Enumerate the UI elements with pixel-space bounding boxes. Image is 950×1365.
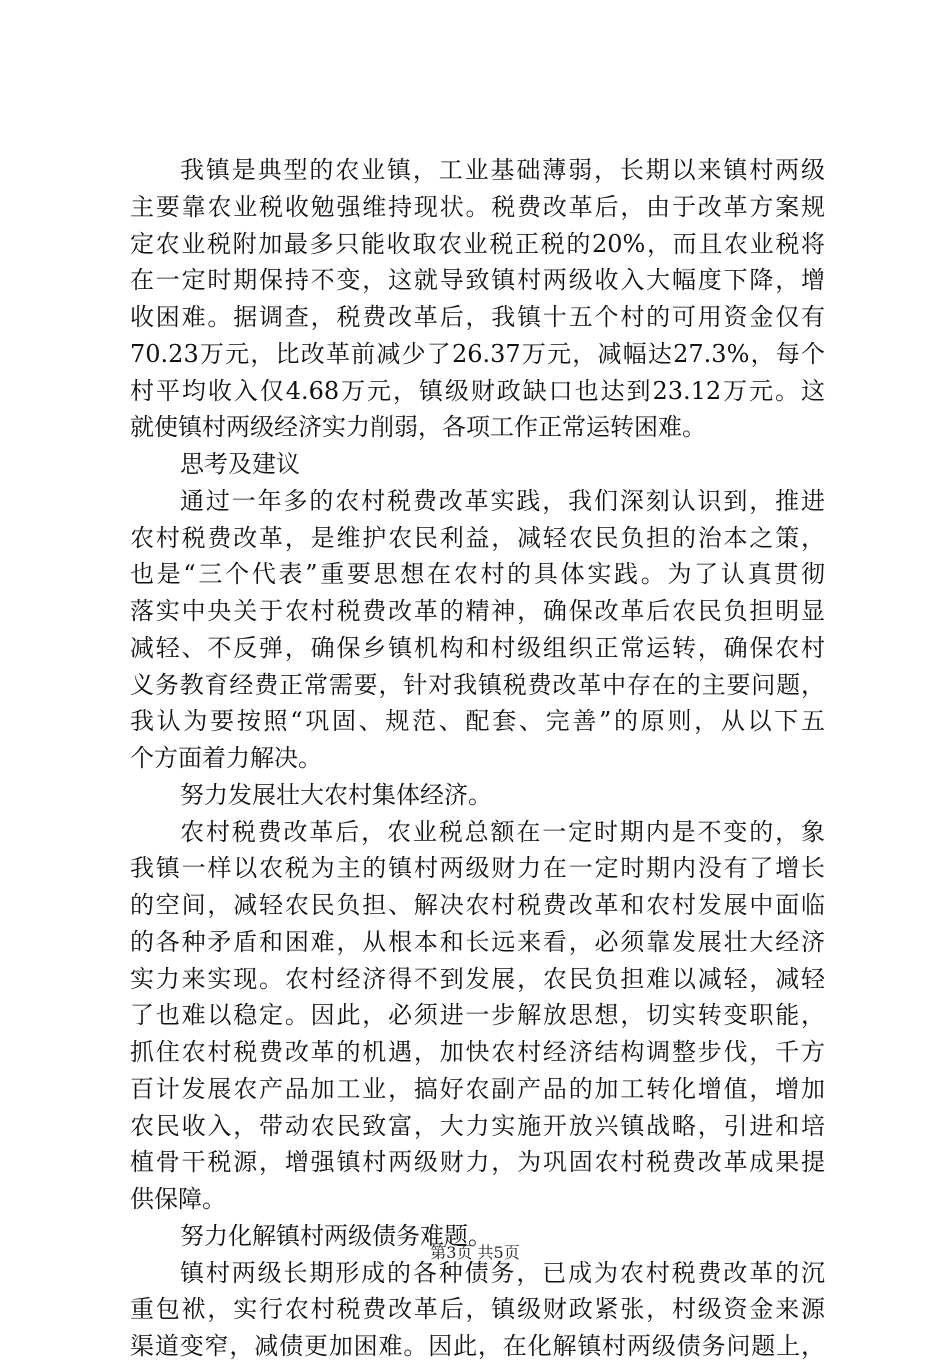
text-line: 70.23万元，比改革前减少了26.37万元，减幅达27.3%，每个 (130, 339, 825, 368)
text-line: 百计发展农产品加工业，搞好农副产品的加工转化增值，增加 (130, 1074, 825, 1103)
text-line: 农民收入，带动农民致富，大力实施开放兴镇战略，引进和培 (130, 1111, 825, 1140)
text-line: 定农业税附加最多只能收取农业税正税的20%，而且农业税将 (130, 229, 825, 258)
text-line: 努力化解镇村两级债务难题。 (180, 1221, 492, 1250)
text-line: 义务教育经费正常需要，针对我镇税费改革中存在的主要问题， (130, 670, 825, 699)
document-body (130, 152, 825, 1365)
text-line: 我镇是典型的农业镇，工业基础薄弱，长期以来镇村两级 (180, 156, 825, 184)
text-line: 收困难。据调查，税费改革后，我镇十五个村的可用资金仅有 (130, 303, 825, 331)
text-line: 实力来实现。农村经济得不到发展，农民负担难以减轻，减轻 (130, 964, 825, 993)
text-line: 就使镇村两级经济实力削弱，各项工作正常运转困难。 (130, 413, 706, 442)
text-line: 思考及建议 (180, 450, 300, 478)
text-line: 重包袱，实行农村税费改革后，镇级财政紧张，村级资金来源 (130, 1295, 825, 1324)
text-line: 农村税费改革，是维护农民利益，减轻农民负担的治本之策， (130, 523, 825, 552)
text-line: 植骨干税源，增强镇村两级财力，为巩固农村税费改革成果提 (130, 1148, 825, 1177)
text-line: 通过一年多的农村税费改革实践，我们深刻认识到，推进 (180, 486, 825, 515)
text-line: 也是“三个代表”重要思想在农村的具体实践。为了认真贯彻 (130, 560, 825, 589)
text-line: 努力发展壮大农村集体经济。 (180, 780, 492, 809)
text-line: 镇村两级长期形成的各种债务，已成为农村税费改革的沉 (180, 1258, 825, 1287)
text-line: 的空间，减轻农民负担、解决农村税费改革和农村发展中面临 (130, 891, 825, 919)
text-line: 个方面着力解决。 (130, 744, 322, 772)
text-line: 我认为要按照“巩固、规范、配套、完善”的原则，从以下五 (130, 707, 825, 736)
text-line: 我镇一样以农税为主的镇村两级财力在一定时期内没有了增长 (130, 854, 825, 883)
text-line: 了也难以稳定。因此，必须进一步解放思想，切实转变职能， (130, 1001, 825, 1030)
text-line: 在一定时期保持不变，这就导致镇村两级收入大幅度下降，增 (130, 266, 825, 295)
text-line: 抓住农村税费改革的机遇，加快农村经济结构调整步伐，千方 (130, 1038, 825, 1066)
text-line: 渠道变窄，减债更加困难。因此，在化解镇村两级债务问题上， (130, 1332, 825, 1360)
text-line: 主要靠农业税收勉强维持现状。税费改革后，由于改革方案规 (130, 192, 825, 221)
text-line: 落实中央关于农村税费改革的精神，确保改革后农民负担明显 (130, 597, 825, 625)
text-line: 供保障。 (130, 1185, 226, 1213)
page-footer: 第3页 共5页 (430, 1243, 520, 1262)
text-line: 农村税费改革后，农业税总额在一定时期内是不变的，象 (180, 817, 825, 846)
text-line: 减轻、不反弹，确保乡镇机构和村级组织正常运转，确保农村 (130, 633, 825, 662)
text-line: 村平均收入仅4.68万元，镇级财政缺口也达到23.12万元。这 (130, 376, 825, 405)
text-line: 的各种矛盾和困难，从根本和长远来看，必须靠发展壮大经济 (130, 927, 825, 956)
